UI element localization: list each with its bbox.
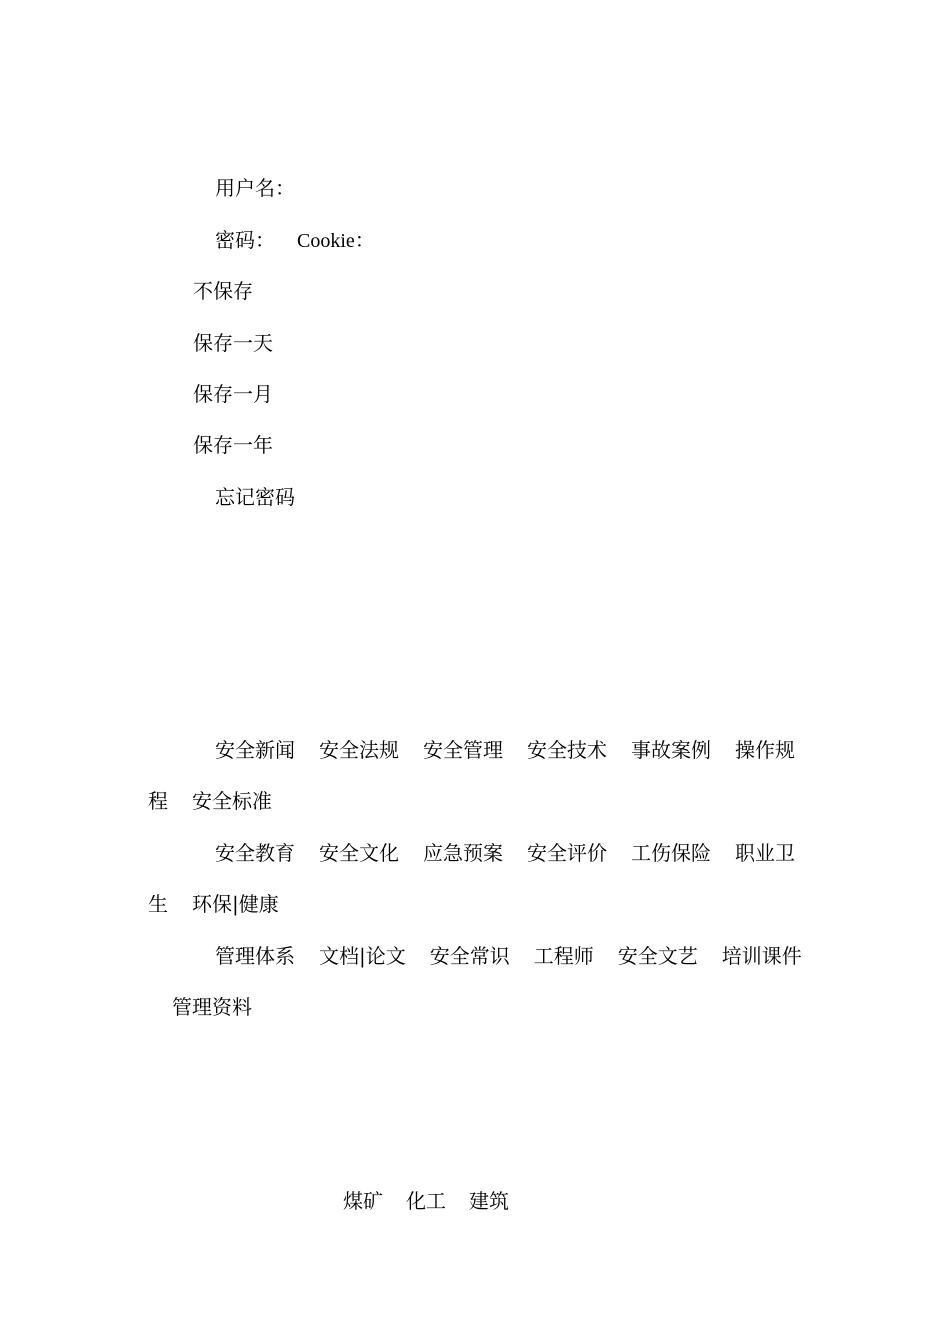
- category-link[interactable]: 安全标准: [192, 789, 272, 813]
- industry-link-coal[interactable]: 煤矿: [343, 1189, 383, 1213]
- industry-link-construction[interactable]: 建筑: [469, 1189, 509, 1213]
- category-link[interactable]: 职业卫生: [148, 841, 795, 916]
- category-link[interactable]: 安全技术: [527, 738, 607, 762]
- category-link[interactable]: 工伤保险: [631, 841, 711, 865]
- category-link[interactable]: 文档|论文: [319, 944, 406, 968]
- category-link[interactable]: 培训课件: [721, 944, 802, 968]
- cookie-option-month[interactable]: 保存一月: [193, 382, 273, 406]
- category-link[interactable]: 安全教育: [215, 841, 295, 865]
- category-link[interactable]: 环保|健康: [192, 892, 279, 916]
- category-link[interactable]: 安全评价: [527, 841, 607, 865]
- username-label: 用户名：: [215, 176, 295, 200]
- category-link[interactable]: 操作规程: [148, 738, 795, 813]
- industry-link-chemical[interactable]: 化工: [406, 1189, 446, 1213]
- industry-links: [343, 1189, 509, 1213]
- cookie-option-year[interactable]: 保存一年: [193, 433, 273, 457]
- forgot-password-link[interactable]: 忘记密码: [215, 485, 295, 509]
- category-link[interactable]: 安全法规: [319, 738, 399, 762]
- category-link[interactable]: 安全常识: [429, 944, 510, 968]
- category-link[interactable]: 事故案例: [631, 738, 711, 762]
- password-row: [215, 228, 375, 252]
- cookie-option-none[interactable]: 不保存: [193, 279, 253, 303]
- category-link[interactable]: 工程师: [533, 944, 594, 968]
- category-link[interactable]: 安全文化: [319, 841, 399, 865]
- category-link[interactable]: 管理资料: [172, 995, 252, 1019]
- category-link[interactable]: 安全管理: [423, 738, 503, 762]
- category-row-1: [148, 725, 803, 827]
- category-link[interactable]: 管理体系: [215, 944, 295, 968]
- category-link[interactable]: 应急预案: [423, 841, 503, 865]
- cookie-label: Cookie：: [297, 230, 375, 252]
- category-link[interactable]: 安全新闻: [215, 738, 295, 762]
- cookie-option-day[interactable]: 保存一天: [193, 331, 273, 355]
- category-row-3: [148, 931, 803, 1033]
- category-row-2: [148, 828, 803, 930]
- category-link[interactable]: 安全文艺: [617, 944, 698, 968]
- password-label: 密码：: [215, 228, 275, 252]
